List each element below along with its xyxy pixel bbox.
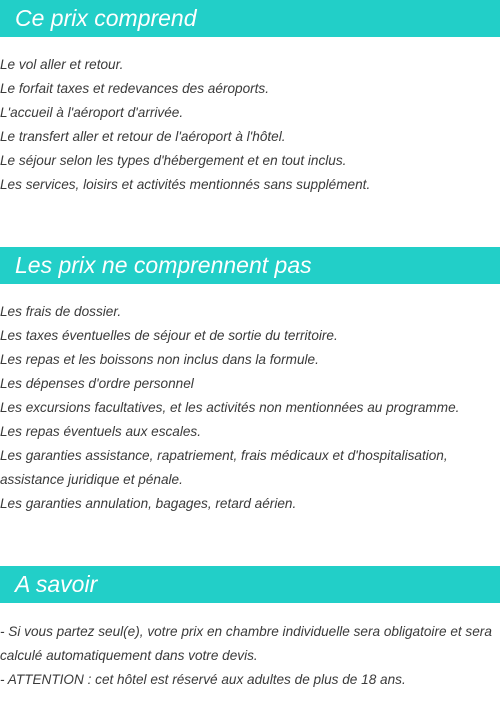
list-item: L'accueil à l'aéroport d'arrivée. bbox=[0, 105, 184, 120]
list-item: Le forfait taxes et redevances des aéroports. bbox=[0, 81, 270, 96]
list-item: Les taxes éventuelles de séjour et de sortie du territoire. bbox=[0, 328, 338, 343]
list-item: Le transfert aller et retour de l'aéroport à l'hôtel. bbox=[0, 129, 286, 144]
list-item: Les excursions facultatives, et les activités non mentionnées au programme. bbox=[0, 400, 460, 415]
section-title: Ce prix comprend bbox=[15, 5, 197, 31]
list-item: Les dépenses d'ordre personnel bbox=[0, 376, 194, 391]
list-item: Le séjour selon les types d'hébergement et en tout inclus. bbox=[0, 153, 347, 168]
section-header-a-savoir bbox=[0, 566, 500, 603]
list-item: - ATTENTION : cet hôtel est réservé aux adultes de plus de 18 ans. bbox=[0, 672, 406, 687]
excluded-list bbox=[0, 300, 500, 516]
list-item: Les garanties annulation, bagages, retard aérien. bbox=[0, 496, 297, 511]
list-item: Les garanties assistance, rapatriement, frais médicaux et d'hospitalisation, assistance juridique et pénale. bbox=[0, 448, 448, 487]
section-header-les-prix-ne-comprennent-pas bbox=[0, 247, 500, 284]
section-title: Les prix ne comprennent pas bbox=[15, 252, 312, 278]
list-item: Les frais de dossier. bbox=[0, 304, 122, 319]
list-item: - Si vous partez seul(e), votre prix en chambre individuelle sera obligatoire et sera calculé automatiquement dans votre devis. bbox=[0, 624, 492, 663]
list-item: Les services, loisirs et activités mentionnés sans supplément. bbox=[0, 177, 371, 192]
section-header-ce-prix-comprend bbox=[0, 0, 500, 37]
included-list bbox=[0, 53, 500, 197]
info-list bbox=[0, 620, 500, 692]
section-title: A savoir bbox=[15, 571, 98, 597]
list-item: Les repas et les boissons non inclus dans la formule. bbox=[0, 352, 319, 367]
list-item: Le vol aller et retour. bbox=[0, 57, 124, 72]
list-item: Les repas éventuels aux escales. bbox=[0, 424, 202, 439]
